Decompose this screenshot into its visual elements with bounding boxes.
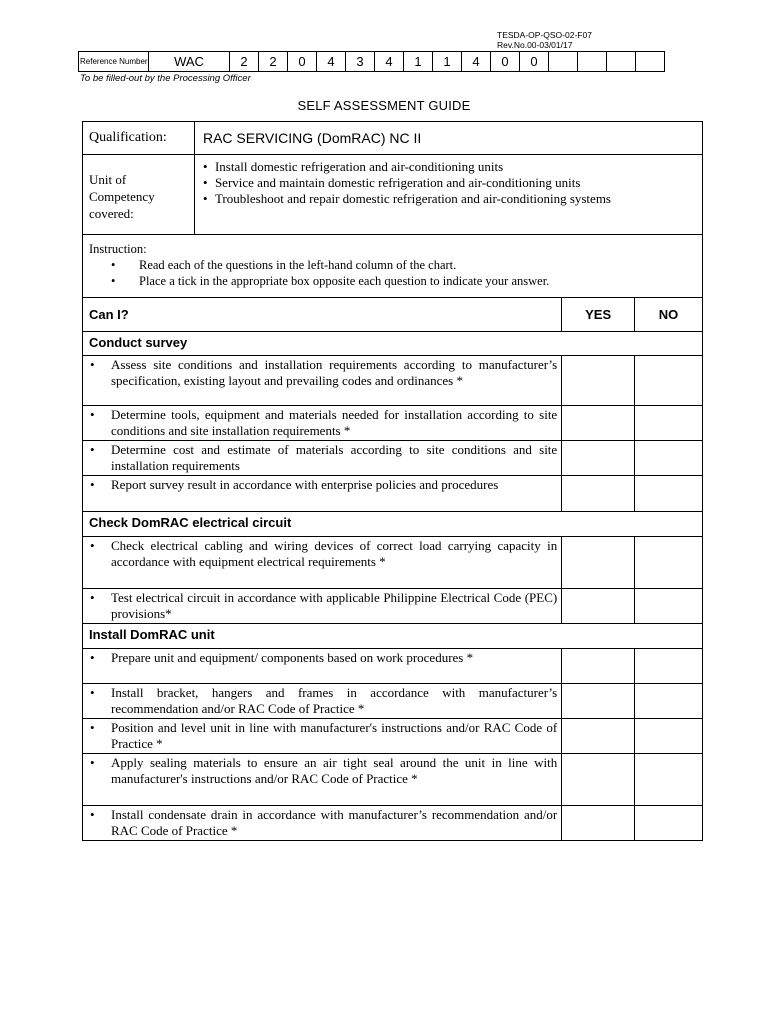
document-code bbox=[497, 30, 592, 50]
ref-cell: 2 bbox=[259, 52, 288, 72]
section-title: Check DomRAC electrical circuit bbox=[83, 512, 703, 537]
unit-item: • Service and maintain domestic refrigeration and air-conditioning units bbox=[215, 175, 698, 191]
ref-cell: 1 bbox=[433, 52, 462, 72]
ref-cell: 0 bbox=[520, 52, 549, 72]
yes-checkbox[interactable] bbox=[562, 406, 635, 441]
no-checkbox[interactable] bbox=[635, 356, 703, 406]
no-checkbox[interactable] bbox=[635, 806, 703, 841]
ref-cell: 2 bbox=[230, 52, 259, 72]
instruction-list bbox=[89, 257, 696, 289]
ref-cell: 0 bbox=[491, 52, 520, 72]
qualification-value: RAC SERVICING (DomRAC) NC II bbox=[194, 122, 702, 155]
ref-cell bbox=[607, 52, 636, 72]
section-title: Conduct survey bbox=[83, 332, 703, 356]
units-list bbox=[195, 155, 702, 207]
no-header: NO bbox=[635, 298, 703, 332]
question-item: • Determine tools, equipment and materials needed for installation according to site conditions and site installation requirements * bbox=[83, 406, 562, 441]
question-item: • Install bracket, hangers and frames in accordance with manufacturer’s recommendation and/or RAC Code of Practice * bbox=[83, 684, 562, 719]
processing-officer-note: To be filled-out by the Processing Officer bbox=[80, 73, 251, 84]
no-checkbox[interactable] bbox=[635, 537, 703, 589]
yes-header: YES bbox=[562, 298, 635, 332]
doc-code-text: TESDA-OP-QSO-02-F07 bbox=[497, 30, 592, 40]
question-item: • Check electrical cabling and wiring devices of correct load carrying capacity in accordance with equipment electrical requirements * bbox=[83, 537, 562, 589]
question-item: • Position and level unit in line with manufacturer's instructions and/or RAC Code of Practice * bbox=[83, 719, 562, 754]
no-checkbox[interactable] bbox=[635, 719, 703, 754]
yes-checkbox[interactable] bbox=[562, 589, 635, 624]
yes-checkbox[interactable] bbox=[562, 719, 635, 754]
no-checkbox[interactable] bbox=[635, 406, 703, 441]
question-item: • Install condensate drain in accordance with manufacturer’s recommendation and/or RAC Code of Practice * bbox=[83, 806, 562, 841]
ref-cell: 1 bbox=[404, 52, 433, 72]
ref-cell: 4 bbox=[317, 52, 346, 72]
ref-cell bbox=[549, 52, 578, 72]
yes-checkbox[interactable] bbox=[562, 441, 635, 476]
reference-number-label: Reference Number bbox=[79, 52, 149, 72]
no-checkbox[interactable] bbox=[635, 754, 703, 806]
section-title: Install DomRAC unit bbox=[83, 624, 703, 649]
question-item: • Apply sealing materials to ensure an air tight seal around the unit in line with manufacturer's instructions and/or RAC Code of Practice * bbox=[83, 754, 562, 806]
no-checkbox[interactable] bbox=[635, 589, 703, 624]
yes-checkbox[interactable] bbox=[562, 537, 635, 589]
instruction-label: Instruction: bbox=[89, 242, 147, 256]
no-checkbox[interactable] bbox=[635, 441, 703, 476]
unit-item: • Troubleshoot and repair domestic refrigeration and air-conditioning systems bbox=[215, 191, 698, 207]
units-cell bbox=[194, 155, 702, 235]
unit-of-competency-label: Unit of Competency covered: bbox=[83, 155, 195, 235]
ref-cell: 0 bbox=[288, 52, 317, 72]
instruction-item: • Place a tick in the appropriate box opposite each question to indicate your answer. bbox=[139, 273, 696, 289]
yes-checkbox[interactable] bbox=[562, 476, 635, 512]
instruction-item: • Read each of the questions in the left-hand column of the chart. bbox=[139, 257, 696, 273]
ref-cell: WAC bbox=[149, 52, 230, 72]
ref-cell bbox=[578, 52, 607, 72]
no-checkbox[interactable] bbox=[635, 684, 703, 719]
question-item: • Report survey result in accordance with enterprise policies and procedures bbox=[83, 476, 562, 512]
ref-cell: 4 bbox=[375, 52, 404, 72]
ref-cell bbox=[636, 52, 665, 72]
instruction-cell bbox=[83, 235, 703, 298]
rev-no-text: Rev.No.00-03/01/17 bbox=[497, 40, 573, 50]
ref-cell: 3 bbox=[346, 52, 375, 72]
reference-number-table bbox=[78, 51, 665, 72]
page-title: SELF ASSESSMENT GUIDE bbox=[297, 98, 471, 113]
qualification-label: Qualification: bbox=[83, 122, 195, 155]
yes-checkbox[interactable] bbox=[562, 684, 635, 719]
question-item: • Determine cost and estimate of materials according to site conditions and site installation requirements bbox=[83, 441, 562, 476]
no-checkbox[interactable] bbox=[635, 649, 703, 684]
no-checkbox[interactable] bbox=[635, 476, 703, 512]
yes-checkbox[interactable] bbox=[562, 356, 635, 406]
yes-checkbox[interactable] bbox=[562, 806, 635, 841]
assessment-table bbox=[82, 121, 703, 841]
can-i-header: Can I? bbox=[83, 298, 562, 332]
question-item: • Assess site conditions and installation requirements according to manufacturer’s specification, existing layout and prevailing codes and ordinances * bbox=[83, 356, 562, 406]
unit-item: • Install domestic refrigeration and air-conditioning units bbox=[215, 159, 698, 175]
question-item: • Prepare unit and equipment/ components based on work procedures * bbox=[83, 649, 562, 684]
yes-checkbox[interactable] bbox=[562, 754, 635, 806]
ref-cell: 4 bbox=[462, 52, 491, 72]
question-item: • Test electrical circuit in accordance with applicable Philippine Electrical Code (PEC) provisions* bbox=[83, 589, 562, 624]
yes-checkbox[interactable] bbox=[562, 649, 635, 684]
